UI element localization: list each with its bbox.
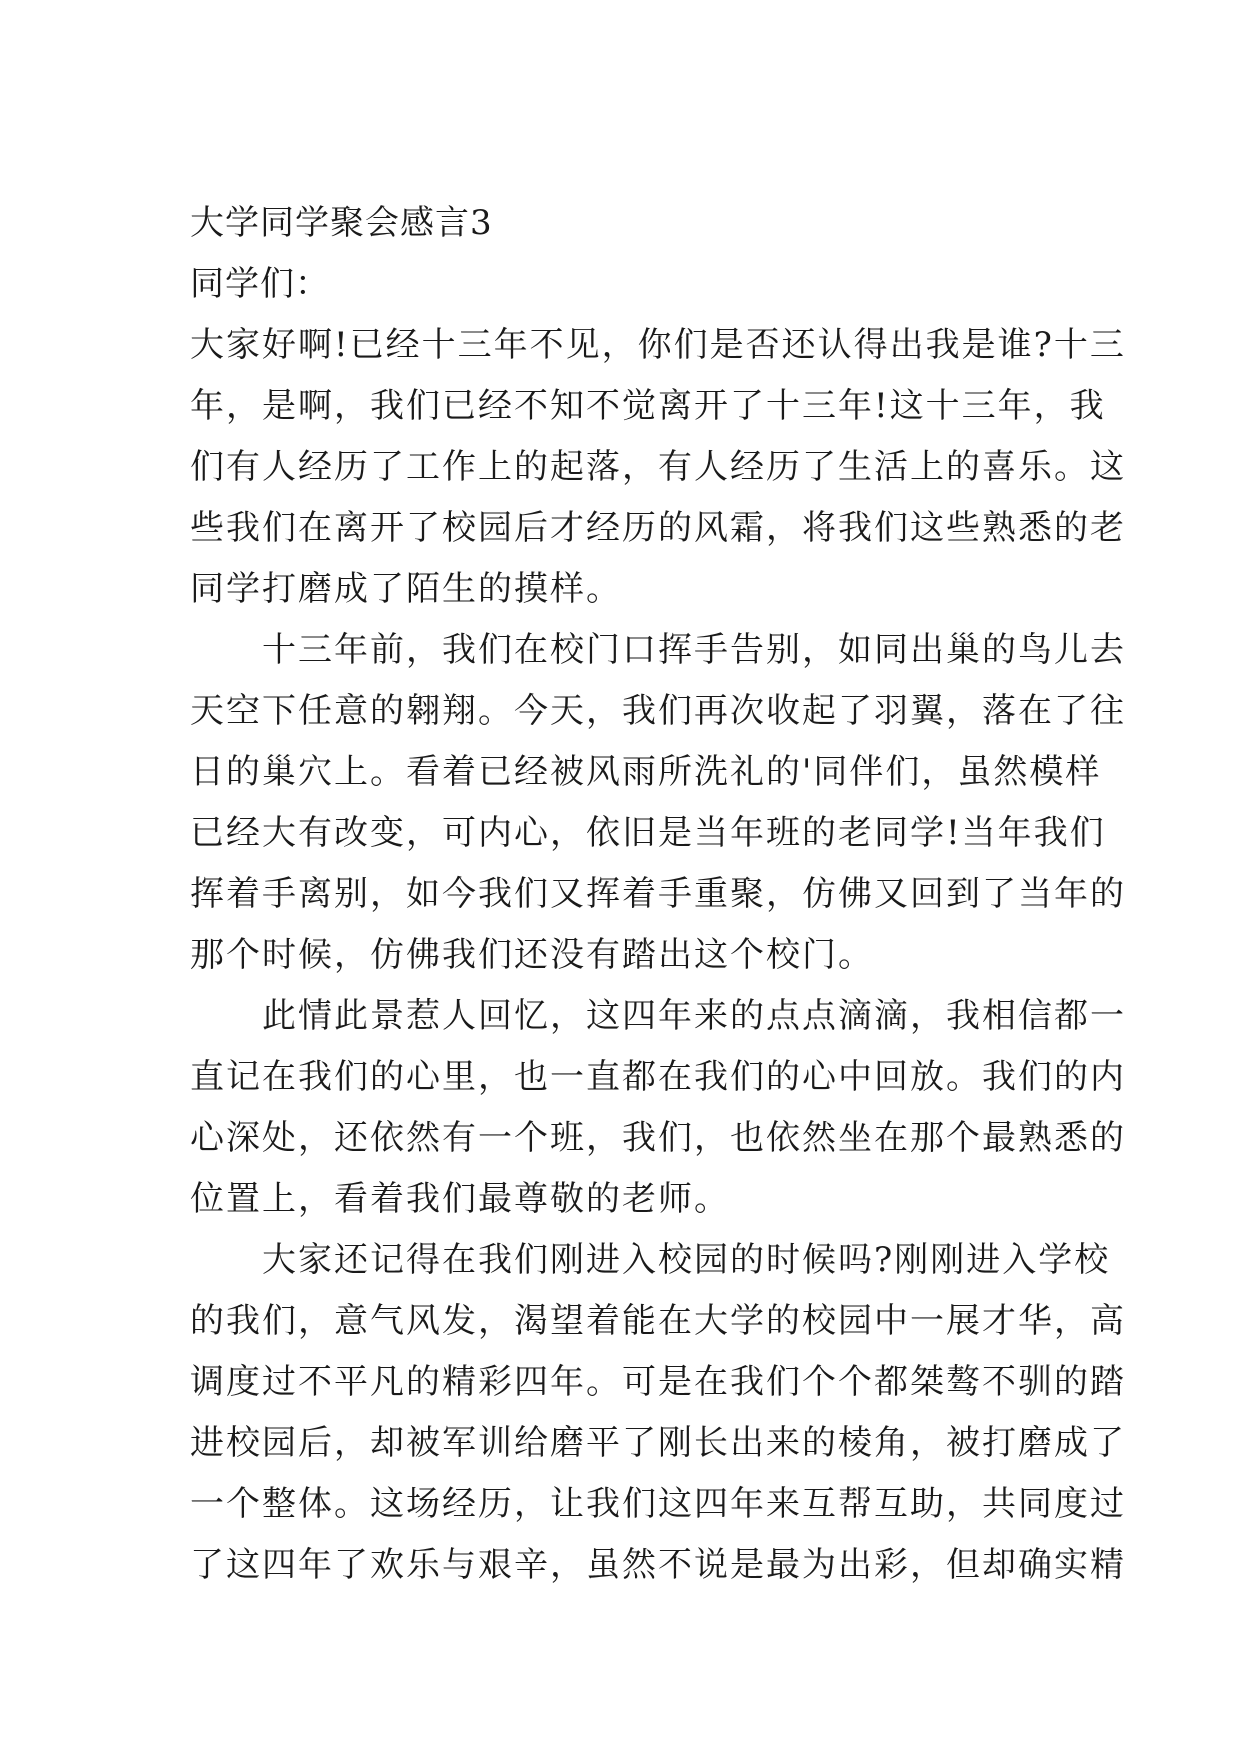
salutation: 同学们： (190, 264, 330, 304)
document-title: 大学同学聚会感言3 (190, 203, 493, 243)
text-line: 年，是啊，我们已经不知不觉离开了十三年!这十三年，我 (190, 386, 1106, 426)
text-line: 那个时候，仿佛我们还没有踏出这个校门。 (190, 935, 874, 975)
text-line: 已经大有改变，可内心，依旧是当年班的老同学!当年我们 (190, 813, 1106, 853)
text-line: 挥着手离别，如今我们又挥着手重聚，仿佛又回到了当年的 (190, 874, 1126, 914)
text-line: 此情此景惹人回忆，这四年来的点点滴滴，我相信都一 (190, 996, 1126, 1036)
text-line: 一个整体。这场经历，让我们这四年来互帮互助，共同度过 (190, 1484, 1126, 1524)
document-body (190, 193, 1126, 1596)
text-line: 十三年前，我们在校门口挥手告别，如同出巢的鸟儿去 (190, 630, 1126, 670)
text-line: 大家好啊!已经十三年不见，你们是否还认得出我是谁?十三 (190, 325, 1126, 365)
text-line: 心深处，还依然有一个班，我们，也依然坐在那个最熟悉的 (190, 1118, 1126, 1158)
text-line: 天空下任意的翱翔。今天，我们再次收起了羽翼，落在了往 (190, 691, 1126, 731)
text-line: 进校园后，却被军训给磨平了刚长出来的棱角，被打磨成了 (190, 1423, 1126, 1463)
text-line: 同学打磨成了陌生的摸样。 (190, 569, 622, 609)
text-line: 日的巢穴上。看着已经被风雨所洗礼的'同伴们，虽然模样 (190, 752, 1102, 792)
text-line: 了这四年了欢乐与艰辛，虽然不说是最为出彩，但却确实精 (190, 1545, 1126, 1585)
text-line: 位置上，看着我们最尊敬的老师。 (190, 1179, 730, 1219)
text-line: 调度过不平凡的精彩四年。可是在我们个个都桀骜不驯的踏 (190, 1362, 1126, 1402)
text-line: 们有人经历了工作上的起落，有人经历了生活上的喜乐。这 (190, 447, 1126, 487)
text-line: 直记在我们的心里，也一直都在我们的心中回放。我们的内 (190, 1057, 1126, 1097)
text-line: 些我们在离开了校园后才经历的风霜，将我们这些熟悉的老 (190, 508, 1126, 548)
text-line: 大家还记得在我们刚进入校园的时候吗?刚刚进入学校 (190, 1240, 1111, 1280)
text-line: 的我们，意气风发，渴望着能在大学的校园中一展才华，高 (190, 1301, 1126, 1341)
